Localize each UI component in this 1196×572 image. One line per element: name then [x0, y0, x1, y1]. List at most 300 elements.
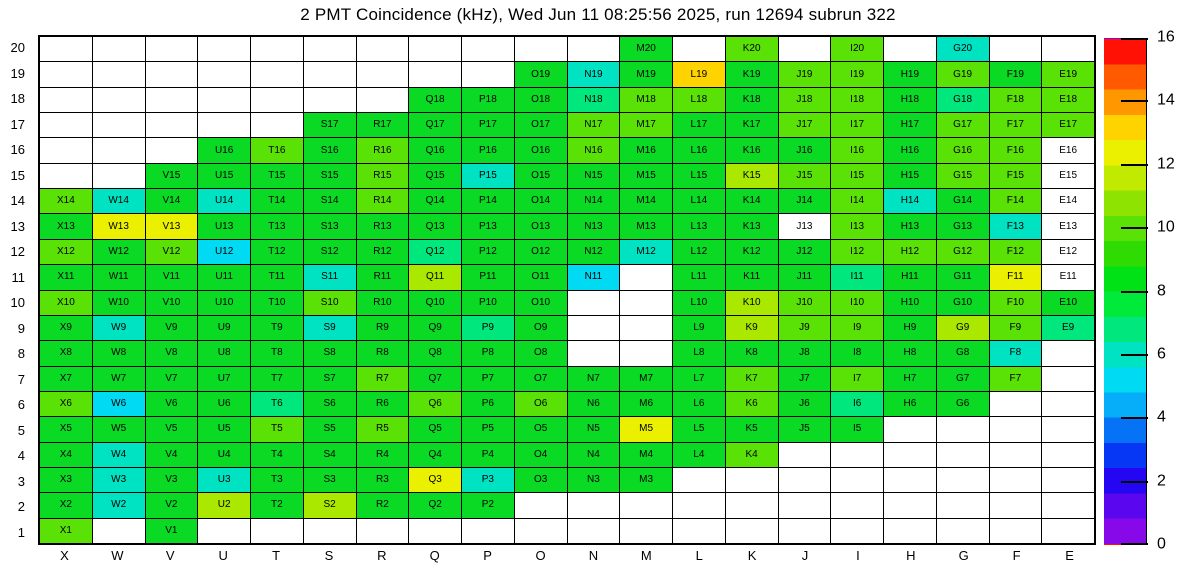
heatmap-cell-label: I5	[852, 423, 862, 435]
heatmap-cell-label: T11	[268, 271, 286, 283]
heatmap-cell	[93, 468, 145, 492]
heatmap-cell-label: K8	[745, 347, 758, 359]
heatmap-cell-label: J7	[799, 372, 810, 384]
heatmap-cell-label: M16	[636, 144, 656, 156]
heatmap-cell-label: H7	[903, 372, 917, 384]
heatmap-cell	[251, 62, 303, 86]
heatmap-cell	[990, 113, 1042, 137]
x-axis-tick-label: Q	[429, 548, 440, 563]
heatmap-cell-label: P7	[481, 372, 494, 384]
heatmap-cell-label: L6	[693, 398, 705, 410]
heatmap-cell	[409, 417, 461, 441]
heatmap-cell-label: H6	[903, 398, 917, 410]
heatmap-cell	[146, 164, 198, 188]
heatmap-cell	[462, 392, 514, 416]
heatmap-cell	[673, 62, 725, 86]
heatmap-cell-label: O13	[531, 220, 551, 232]
heatmap-cell	[251, 88, 303, 112]
heatmap-cell-label: F13	[1006, 220, 1024, 232]
heatmap-cell-label: Q18	[425, 93, 445, 105]
heatmap-cell	[146, 113, 198, 137]
y-axis-tick-label: 2	[17, 499, 25, 515]
heatmap-cell	[884, 291, 936, 315]
heatmap-cell	[779, 367, 831, 391]
heatmap-cell	[831, 519, 883, 543]
y-axis-tick-label: 12	[10, 244, 25, 260]
heatmap-cell	[990, 417, 1042, 441]
heatmap-cell-label: R9	[375, 322, 389, 334]
heatmap-cell-label: J8	[799, 347, 810, 359]
heatmap-cell	[146, 519, 198, 543]
heatmap-cell	[409, 189, 461, 213]
heatmap-cell	[93, 214, 145, 238]
heatmap-cell-label: F8	[1009, 347, 1022, 359]
heatmap-cell-label: P8	[481, 347, 494, 359]
heatmap-cell-label: L19	[690, 68, 708, 80]
heatmap-cell-label: O17	[531, 119, 551, 131]
heatmap-cell-label: L14	[690, 195, 708, 207]
heatmap-cell-label: P16	[478, 144, 497, 156]
heatmap-cell	[515, 113, 567, 137]
heatmap-cell	[304, 468, 356, 492]
heatmap-cell	[568, 240, 620, 264]
heatmap-cell	[620, 88, 672, 112]
heatmap-cell-label: K9	[745, 322, 758, 334]
heatmap-cell-label: I17	[850, 119, 865, 131]
heatmap-cell-label: L18	[690, 93, 708, 105]
heatmap-cell	[568, 37, 620, 61]
heatmap-cell-label: T3	[271, 474, 283, 486]
heatmap-cell	[568, 138, 620, 162]
heatmap-cell-label: Q5	[428, 423, 442, 435]
heatmap-cell	[357, 468, 409, 492]
heatmap-cell-label: J5	[799, 423, 810, 435]
heatmap-cell	[515, 367, 567, 391]
heatmap-cell-label: Q14	[425, 195, 445, 207]
heatmap-cell-label: L4	[693, 448, 705, 460]
heatmap-cell-label: N13	[584, 220, 603, 232]
heatmap-cell-label: S3	[323, 474, 336, 486]
heatmap-cell	[937, 240, 989, 264]
heatmap-cell	[620, 62, 672, 86]
heatmap-cell	[462, 341, 514, 365]
heatmap-cell-label: Q6	[428, 398, 442, 410]
heatmap-cell	[40, 316, 92, 340]
x-axis-tick-label: M	[640, 548, 652, 563]
heatmap-cell	[304, 113, 356, 137]
heatmap-cell	[40, 417, 92, 441]
heatmap-cell	[251, 291, 303, 315]
heatmap-cell	[198, 443, 250, 467]
heatmap-cell-label: H19	[900, 68, 920, 80]
colorbar-tick-label: 16	[1157, 28, 1175, 46]
heatmap-cell	[568, 392, 620, 416]
heatmap-cell	[40, 88, 92, 112]
y-axis-tick-label: 1	[17, 524, 25, 540]
heatmap-cell-label: P6	[481, 398, 494, 410]
heatmap-cell-label: O15	[531, 169, 551, 181]
heatmap-cell-label: S4	[323, 448, 336, 460]
heatmap-cell-label: V7	[165, 372, 178, 384]
heatmap-cell-label: Q8	[428, 347, 442, 359]
heatmap-cell	[620, 367, 672, 391]
heatmap-cell-label: H15	[900, 169, 920, 181]
heatmap-cell	[673, 291, 725, 315]
heatmap-cell-label: P5	[481, 423, 494, 435]
heatmap-cell	[40, 392, 92, 416]
heatmap-cell-label: X8	[59, 347, 72, 359]
heatmap-cell-label: O3	[533, 474, 548, 486]
heatmap-cell-label: U2	[217, 499, 231, 511]
heatmap-cell-label: J9	[799, 322, 810, 334]
heatmap-cell	[990, 138, 1042, 162]
heatmap-cell	[568, 113, 620, 137]
heatmap-cell-label: R4	[375, 448, 389, 460]
heatmap-cell-label: Q4	[428, 448, 442, 460]
heatmap-cell	[620, 316, 672, 340]
heatmap-cell	[40, 341, 92, 365]
colorbar-tick-label: 4	[1157, 408, 1166, 426]
heatmap-cell-label: F17	[1006, 119, 1024, 131]
heatmap-cell-label: Q3	[428, 474, 442, 486]
heatmap-cell-label: O9	[533, 322, 548, 334]
heatmap-cell	[409, 113, 461, 137]
colorbar	[1104, 38, 1147, 545]
heatmap-cell	[304, 265, 356, 289]
heatmap-cell-label: R2	[375, 499, 389, 511]
heatmap-cell-label: P11	[479, 271, 497, 283]
heatmap-cell	[831, 291, 883, 315]
heatmap-cell	[937, 62, 989, 86]
heatmap-cell-label: G14	[953, 195, 973, 207]
x-axis-tick-label: J	[801, 548, 809, 563]
heatmap-cell-label: R16	[373, 144, 392, 156]
heatmap-cell	[990, 392, 1042, 416]
heatmap-cell	[146, 316, 198, 340]
heatmap-cell	[409, 341, 461, 365]
heatmap-cell	[304, 214, 356, 238]
heatmap-cell	[462, 138, 514, 162]
heatmap-cell-label: L13	[690, 220, 708, 232]
heatmap-cell	[146, 189, 198, 213]
heatmap-cell-label: N17	[584, 119, 603, 131]
heatmap-cell-label: U14	[214, 195, 234, 207]
heatmap-cell	[1042, 265, 1094, 289]
heatmap-cell-label: S2	[323, 499, 336, 511]
heatmap-cell	[1042, 291, 1094, 315]
heatmap-cell	[726, 189, 778, 213]
heatmap-cell-label: N4	[586, 448, 600, 460]
heatmap-cell	[462, 214, 514, 238]
heatmap-cell	[251, 113, 303, 137]
heatmap-cell	[357, 214, 409, 238]
heatmap-cell-label: I16	[850, 144, 865, 156]
heatmap-cell-label: H12	[900, 245, 920, 257]
heatmap-cell-label: P12	[478, 245, 497, 257]
heatmap-cell-label: N3	[586, 474, 600, 486]
heatmap-cell-label: G13	[953, 220, 973, 232]
heatmap-cell	[1042, 367, 1094, 391]
heatmap-cell	[409, 214, 461, 238]
heatmap-cell-label: W2	[111, 499, 127, 511]
heatmap-cell	[146, 443, 198, 467]
heatmap-cell-label: V3	[165, 474, 178, 486]
heatmap-cell	[726, 367, 778, 391]
heatmap-cell	[673, 88, 725, 112]
heatmap-cell-label: U15	[214, 169, 234, 181]
heatmap-cell-label: K17	[742, 119, 761, 131]
heatmap-cell	[831, 392, 883, 416]
heatmap-cell	[937, 88, 989, 112]
heatmap-cell-label: E14	[1059, 195, 1078, 207]
heatmap-cell-label: N12	[584, 245, 603, 257]
heatmap-cell-label: I10	[850, 296, 865, 308]
heatmap-cell	[620, 164, 672, 188]
heatmap-cell	[620, 37, 672, 61]
heatmap-cell	[726, 138, 778, 162]
heatmap-cell	[93, 189, 145, 213]
heatmap-cell	[620, 113, 672, 137]
heatmap-cell-label: N18	[584, 93, 603, 105]
heatmap-cell	[462, 164, 514, 188]
heatmap-cell-label: S14	[320, 195, 339, 207]
heatmap-cell-label: X2	[59, 499, 72, 511]
heatmap-cell-label: V14	[162, 195, 181, 207]
heatmap-cell-label: J16	[796, 144, 813, 156]
heatmap-cell	[937, 392, 989, 416]
heatmap-cell-label: L10	[690, 296, 708, 308]
heatmap-cell-label: Q7	[428, 372, 442, 384]
heatmap-cell-label: F9	[1009, 322, 1022, 334]
heatmap-cell	[990, 240, 1042, 264]
heatmap-cell	[409, 240, 461, 264]
heatmap-cell	[409, 62, 461, 86]
heatmap-cell-label: J13	[796, 220, 813, 232]
heatmap-cell-label: Q11	[426, 271, 445, 283]
heatmap-cell	[462, 62, 514, 86]
heatmap-cell-label: R8	[375, 347, 389, 359]
heatmap-cell	[409, 138, 461, 162]
heatmap-cell-label: I9	[852, 322, 862, 334]
heatmap-cell	[93, 265, 145, 289]
colorbar-tick-label: 0	[1157, 535, 1166, 553]
heatmap-cell-label: V8	[165, 347, 178, 359]
heatmap-cell-label: K7	[745, 372, 758, 384]
y-axis-tick-label: 15	[10, 167, 25, 183]
heatmap-cell-label: W7	[111, 372, 127, 384]
heatmap-cell	[409, 37, 461, 61]
x-axis-tick-label: R	[377, 548, 387, 563]
y-axis-tick-label: 4	[17, 448, 25, 464]
heatmap-cell	[884, 37, 936, 61]
heatmap-cell	[40, 367, 92, 391]
heatmap-cell-label: N14	[584, 195, 603, 207]
heatmap-cell-label: G20	[953, 43, 973, 55]
y-axis-tick-label: 9	[17, 320, 25, 336]
heatmap-cell	[779, 88, 831, 112]
heatmap-cell-label: T6	[271, 398, 283, 410]
heatmap-cell-label: E19	[1059, 68, 1078, 80]
heatmap-cell-label: G12	[953, 245, 973, 257]
heatmap-cell	[884, 443, 936, 467]
heatmap-cell-label: M7	[639, 372, 654, 384]
heatmap-cell-label: G18	[953, 93, 973, 105]
heatmap-cell	[251, 392, 303, 416]
heatmap-cell-label: T7	[271, 372, 283, 384]
heatmap-cell	[1042, 240, 1094, 264]
heatmap-cell	[251, 493, 303, 517]
heatmap-cell-label: O16	[531, 144, 551, 156]
y-axis-labels	[0, 35, 32, 545]
heatmap-cell	[515, 189, 567, 213]
colorbar-tick-label: 2	[1157, 471, 1166, 489]
heatmap-cell	[673, 214, 725, 238]
heatmap-cell	[1042, 138, 1094, 162]
heatmap-cell-label: N7	[586, 372, 600, 384]
heatmap-cell	[937, 493, 989, 517]
x-axis-tick-label: T	[272, 548, 281, 563]
heatmap-cell-label: R3	[375, 474, 389, 486]
heatmap-cell-label: F14	[1006, 195, 1024, 207]
heatmap-cell	[568, 341, 620, 365]
heatmap-cell	[779, 189, 831, 213]
heatmap-cell-label: K13	[742, 220, 761, 232]
heatmap-cell	[990, 316, 1042, 340]
heatmap-cell-label: R15	[373, 169, 392, 181]
colorbar-tick-label: 10	[1157, 218, 1175, 236]
heatmap-cell-label: O6	[533, 398, 548, 410]
heatmap-cell	[726, 468, 778, 492]
heatmap-cell	[93, 240, 145, 264]
heatmap-cell-label: G8	[955, 347, 970, 359]
heatmap-cell	[990, 468, 1042, 492]
y-axis-tick-label: 14	[10, 193, 25, 209]
heatmap-cell	[198, 214, 250, 238]
heatmap-cell	[568, 265, 620, 289]
heatmap-cell	[1042, 443, 1094, 467]
heatmap-cell-label: H8	[903, 347, 917, 359]
heatmap-cell-label: I12	[850, 245, 865, 257]
heatmap-cell-label: I8	[852, 347, 862, 359]
heatmap-cell	[146, 392, 198, 416]
heatmap-cell-label: X1	[59, 524, 72, 536]
heatmap-cell-label: L15	[690, 169, 708, 181]
heatmap-cell	[568, 62, 620, 86]
heatmap-cell-label: G11	[953, 271, 972, 283]
heatmap-cell	[884, 367, 936, 391]
heatmap-cell	[568, 164, 620, 188]
heatmap-cell-label: U4	[217, 448, 231, 460]
heatmap-cell-label: H18	[900, 93, 920, 105]
heatmap-cell	[779, 113, 831, 137]
x-axis-tick-label: O	[535, 548, 546, 563]
heatmap-cell-label: U13	[214, 220, 234, 232]
heatmap-cell	[40, 493, 92, 517]
heatmap-cell	[515, 240, 567, 264]
heatmap-cell-label: M5	[639, 423, 654, 435]
heatmap-cell	[198, 468, 250, 492]
heatmap-cell	[568, 214, 620, 238]
heatmap-cell	[251, 214, 303, 238]
heatmap-cell	[884, 265, 936, 289]
heatmap-cell	[93, 367, 145, 391]
heatmap-cell	[93, 493, 145, 517]
heatmap-cell	[726, 37, 778, 61]
heatmap-cell-label: O7	[533, 372, 548, 384]
heatmap-cell-label: Q9	[428, 322, 442, 334]
heatmap-cell	[146, 291, 198, 315]
heatmap-cell	[40, 519, 92, 543]
heatmap-cell-label: J15	[796, 169, 813, 181]
heatmap-cell	[515, 316, 567, 340]
heatmap-cell	[620, 493, 672, 517]
heatmap-cell	[568, 316, 620, 340]
heatmap-cell-label: T10	[268, 296, 286, 308]
heatmap-cell-label: R7	[375, 372, 389, 384]
heatmap-cell	[884, 341, 936, 365]
heatmap-cell-label: F11	[1007, 271, 1024, 283]
heatmap-cell	[884, 316, 936, 340]
heatmap-cell	[568, 443, 620, 467]
heatmap-cell	[146, 417, 198, 441]
heatmap-cell	[990, 62, 1042, 86]
x-axis-tick-label: L	[695, 548, 703, 563]
heatmap-cell-label: R13	[373, 220, 392, 232]
heatmap-cell	[831, 417, 883, 441]
heatmap-cell-label: U12	[214, 245, 234, 257]
colorbar-tick-label: 6	[1157, 345, 1166, 363]
heatmap-cell	[515, 164, 567, 188]
heatmap-cell	[831, 265, 883, 289]
heatmap-cell	[462, 367, 514, 391]
heatmap-cell	[779, 291, 831, 315]
heatmap-cell	[462, 240, 514, 264]
heatmap-cell-label: J10	[796, 296, 813, 308]
heatmap-cell-label: R6	[375, 398, 389, 410]
heatmap-cell-label: R10	[373, 296, 392, 308]
heatmap-cell	[568, 417, 620, 441]
heatmap-cell	[1042, 88, 1094, 112]
heatmap-cell	[462, 519, 514, 543]
heatmap-cell	[304, 37, 356, 61]
heatmap-cell	[40, 138, 92, 162]
heatmap-cell	[673, 265, 725, 289]
heatmap-cell-label: L11	[690, 271, 707, 283]
heatmap-cell	[515, 392, 567, 416]
heatmap-cell	[304, 138, 356, 162]
heatmap-cell-label: M4	[639, 448, 654, 460]
y-axis-tick-label: 6	[17, 397, 25, 413]
heatmap-cell	[462, 417, 514, 441]
heatmap-cell-label: T4	[271, 448, 283, 460]
heatmap-cell-label: S17	[320, 119, 339, 131]
heatmap-cell	[198, 316, 250, 340]
heatmap-cell-label: O10	[531, 296, 551, 308]
heatmap-cell	[884, 88, 936, 112]
heatmap-cell	[990, 291, 1042, 315]
heatmap-cell	[1042, 214, 1094, 238]
heatmap-cell	[831, 37, 883, 61]
heatmap-cell	[515, 37, 567, 61]
heatmap-cell	[357, 493, 409, 517]
heatmap-cell	[884, 493, 936, 517]
heatmap-cell	[304, 62, 356, 86]
heatmap-cell	[515, 519, 567, 543]
heatmap-cell	[304, 164, 356, 188]
heatmap-cell-label: O4	[533, 448, 548, 460]
heatmap-cell	[673, 392, 725, 416]
heatmap-cell-label: R11	[373, 271, 392, 283]
